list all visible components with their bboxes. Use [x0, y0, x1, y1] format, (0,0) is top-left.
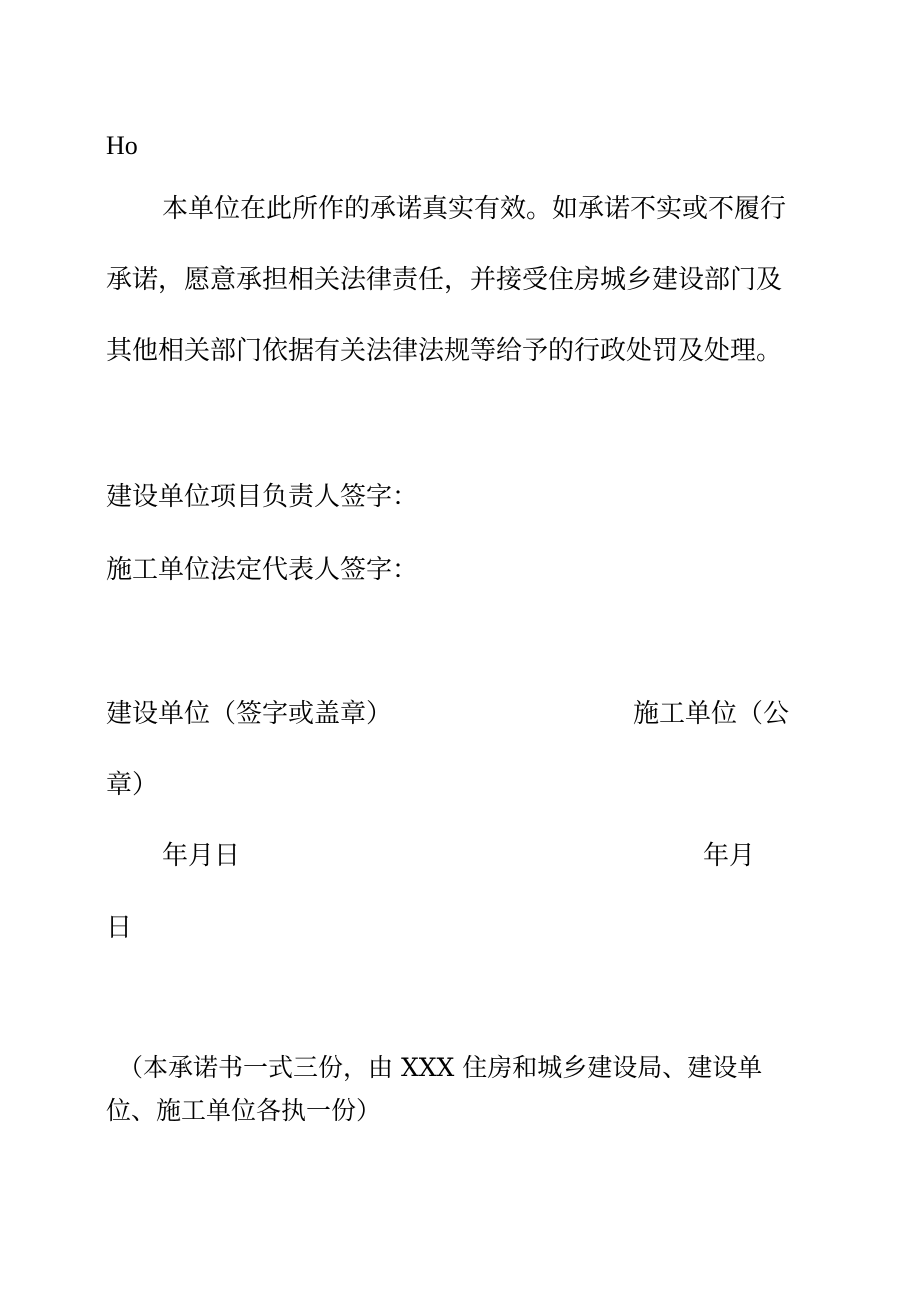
contractor-seal-label-part1: 施工单位（公 [633, 699, 790, 729]
contractor-seal-label-part2: 章） [106, 770, 159, 800]
commitment-line-2: 承诺，愿意承担相关法律责任，并接受住房城乡建设部门及 [106, 265, 783, 295]
owner-seal-label: 建设单位（签字或盖章） [106, 699, 393, 729]
contractor-date-label-part1: 年月 [703, 841, 756, 871]
owner-project-lead-signature-label: 建设单位项目负责人签字： [106, 482, 419, 512]
commitment-line-3: 其他相关部门依据有关法律法规等给予的行政处罚及处理。 [106, 336, 783, 366]
contractor-legal-rep-signature-label: 施工单位法定代表人签字： [106, 555, 419, 585]
footnote-line-1: （本承诺书一式三份，由 XXX 住房和城乡建设局、建设单 [118, 1053, 763, 1082]
footnote-line-2: 位、施工单位各执一份） [106, 1096, 382, 1125]
commitment-line-1: 本单位在此所作的承诺真实有效。如承诺不实或不履行 [162, 194, 787, 224]
owner-date-label: 年月日 [162, 841, 241, 871]
contractor-date-label-part2: 日 [106, 913, 133, 943]
header-fragment: Ho [106, 131, 138, 160]
